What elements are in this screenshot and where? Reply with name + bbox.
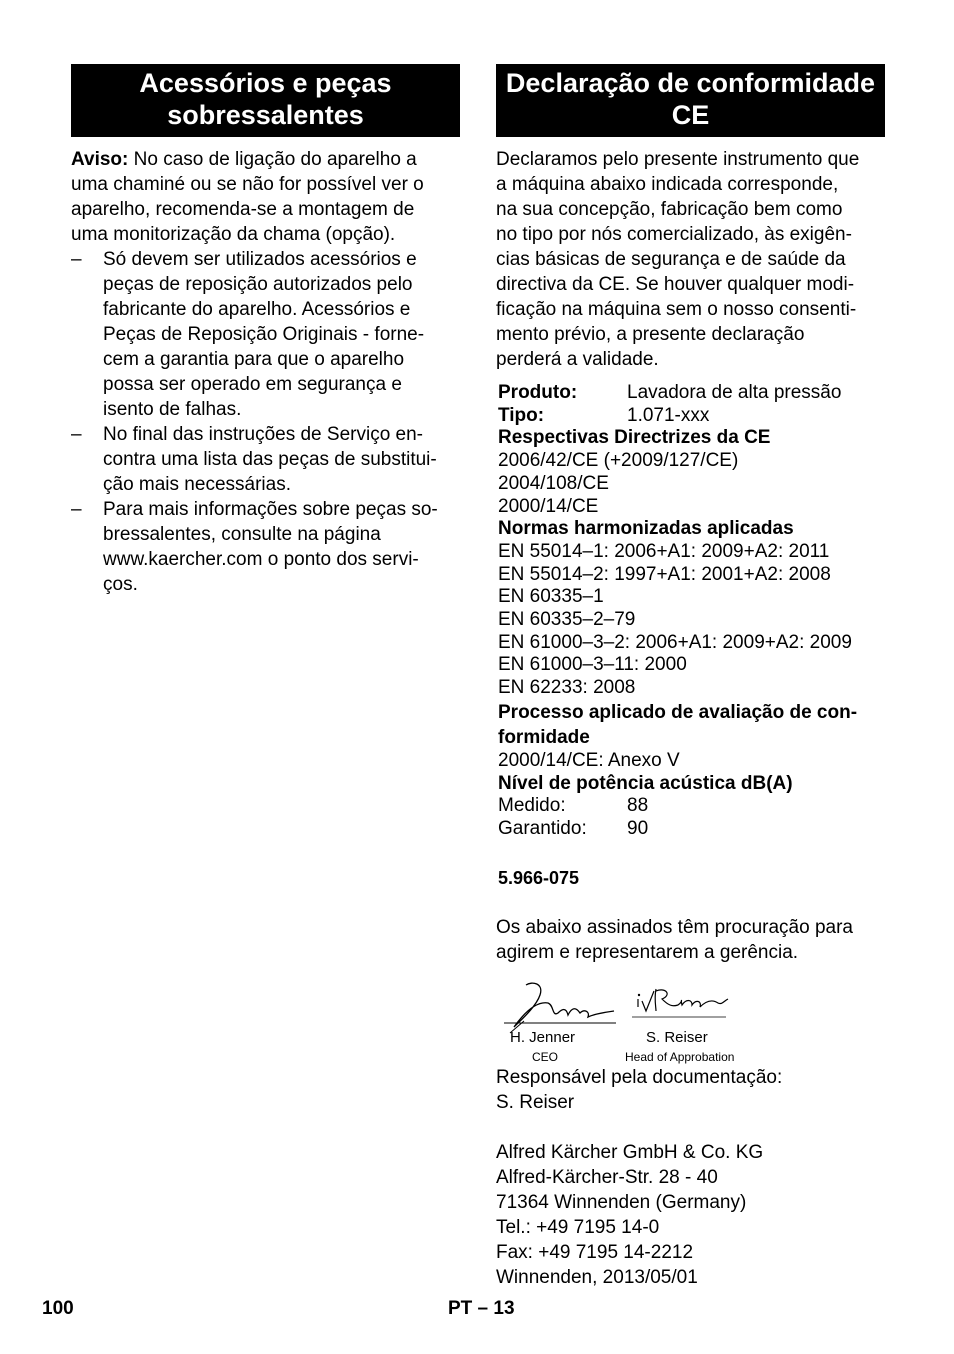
guaranteed-value: 90 [627,817,649,839]
list-item [71,247,460,422]
accessories-heading-line-1: Acessórios e peças [139,68,392,98]
measured-label: Medido: [498,795,566,817]
measured-row [498,795,885,818]
list-item-line: possa ser operado em segurança e [103,374,402,395]
guaranteed-row [498,818,885,841]
signer-name: H. Jenner [510,1029,576,1047]
type-row [498,405,885,428]
accessories-heading [71,64,460,137]
signers-note-line: Os abaixo assinados têm procuração para [496,917,853,939]
list-item-line: No final das instruções de Serviço en- [103,424,423,445]
norm-item: EN 62233: 2008 [498,677,636,699]
noise-title: Nível de potência acústica dB(A) [498,772,793,794]
address-line: Alfred Kärcher GmbH & Co. KG [496,1142,764,1164]
process-title-line: Processo aplicado de avaliação de con- [498,701,858,723]
address-line: 71364 Winnenden (Germany) [496,1192,747,1214]
responsible-line: Responsável pela documentação: [496,1067,783,1089]
product-value: Lavadora de alta pressão [627,382,842,403]
accessories-bullet-list [71,247,460,597]
signature-reiser [638,989,728,1011]
conformity-heading [496,64,885,137]
norm-item: EN 60335–1 [498,586,604,608]
intro-line: perderá a validade. [496,349,659,370]
directives-title: Respectivas Directrizes da CE [498,427,771,449]
intro-line: no tipo por nós comercializado, às exigên- [496,224,852,245]
type-label: Tipo: [498,404,545,426]
responsible-line: S. Reiser [496,1092,575,1114]
intro-line: na sua concepção, fabricação bem como [496,199,843,220]
intro-line: mento prévio, a presente declaração [496,324,805,345]
conformity-heading-line-2: CE [671,100,710,130]
intro-line: Declaramos pelo presente instrumento que [496,149,860,170]
product-specs [496,382,885,889]
notice-line: aparelho, recomenda-se a montagem de [71,199,415,220]
signers-note-line: agirem e representarem a gerência. [496,942,799,964]
list-item-line: www.kaercher.com o ponto dos servi- [103,549,419,570]
signature-jenner [514,983,614,1027]
list-item-line: cem a garantia para que o aparelho [103,349,405,370]
company-address [496,1140,885,1290]
list-item-line: Peças de Reposição Originais - forne- [103,324,425,345]
norm-item: EN 61000–3–11: 2000 [498,654,687,676]
list-item-line: peças de reposição autorizados pelo [103,274,413,295]
list-item [71,497,460,597]
dash-bullet: – [71,499,82,520]
list-item-line: ção mais necessárias. [103,474,291,495]
list-item-line: isento de falhas. [103,399,242,420]
notice-line: No caso de ligação do aparelho a [128,149,417,170]
page-number: 100 [42,1298,74,1319]
notice-label: Aviso: [71,149,129,170]
address-line: Fax: +49 7195 14-2212 [496,1242,694,1264]
signer-role: Head of Approbation [625,1050,735,1065]
intro-line: ficação na máquina sem o nosso consenti- [496,299,857,320]
intro-line: a máquina abaixo indicada corresponde, [496,174,839,195]
directive-item: 2006/42/CE (+2009/127/CE) [498,450,739,472]
list-item-line: Para mais informações sobre peças so- [103,499,438,520]
norm-item: EN 55014–2: 1997+A1: 2001+A2: 2008 [498,563,831,585]
dash-bullet: – [71,249,82,270]
left-column [71,64,460,597]
accessories-heading-line-2: sobressalentes [167,100,364,130]
dash-bullet: – [71,424,82,445]
address-line: Alfred-Kärcher-Str. 28 - 40 [496,1167,718,1189]
intro-line: directiva da CE. Se houver qualquer modi- [496,274,855,295]
directive-item: 2004/108/CE [498,472,609,494]
product-label: Produto: [498,382,578,403]
product-row [498,382,885,405]
signer-name: S. Reiser [646,1029,708,1047]
signer-role: CEO [532,1050,559,1065]
list-item-line: bressalentes, consulte na página [103,524,381,545]
right-column [496,64,885,1290]
notice-paragraph [71,147,460,247]
document-number: 5.966-075 [498,867,580,888]
address-line: Winnenden, 2013/05/01 [496,1267,698,1289]
address-line: Tel.: +49 7195 14-0 [496,1217,660,1239]
measured-value: 88 [627,795,649,817]
list-item-line: fabricante do aparelho. Acessórios e [103,299,411,320]
conformity-intro [496,147,885,372]
process-title-line: formidade [498,726,590,748]
signature-block [496,977,885,1065]
page-label: PT – 13 [448,1298,515,1319]
documentation-responsible [496,1065,885,1115]
signers-note [496,915,885,965]
directive-item: 2000/14/CE [498,495,599,517]
list-item-line: Só devem ser utilizados acessórios e [103,249,417,270]
list-item-line: contra uma lista das peças de substitui- [103,449,437,470]
norm-item: EN 55014–1: 2006+A1: 2009+A2: 2011 [498,540,830,562]
norms-title: Normas harmonizadas aplicadas [498,518,794,540]
notice-line: uma monitorização da chama (opção). [71,224,396,245]
notice-line: uma chaminé ou se não for possível ver o [71,174,424,195]
conformity-heading-line-1: Declaração de conformidade [505,68,876,98]
list-item [71,422,460,497]
norm-item: EN 61000–3–2: 2006+A1: 2009+A2: 2009 [498,631,852,653]
process-value: 2000/14/CE: Anexo V [498,749,680,771]
guaranteed-label: Garantido: [498,817,587,839]
norm-item: EN 60335–2–79 [498,609,636,631]
type-value: 1.071-xxx [627,404,710,426]
intro-line: cias básicas de segurança e de saúde da [496,249,846,270]
list-item-line: ços. [103,574,138,595]
